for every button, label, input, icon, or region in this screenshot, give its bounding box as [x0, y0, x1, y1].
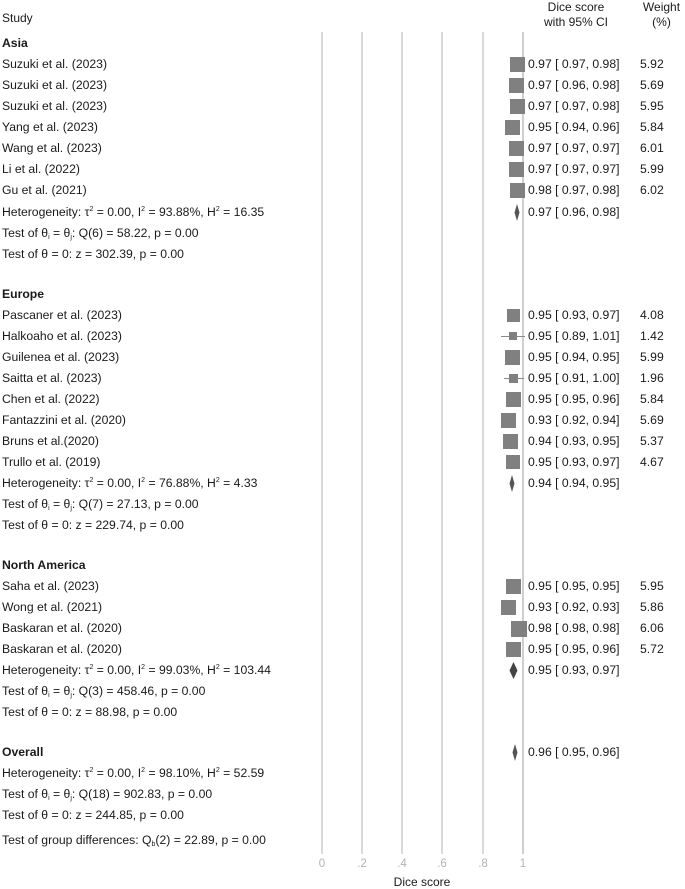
- study-label: Gu et al. (2021): [2, 183, 87, 197]
- study-weight: 5.84: [640, 120, 664, 134]
- study-row: [0, 96, 685, 117]
- study-row: [0, 75, 685, 96]
- pooled-estimate: 0.97 [ 0.96, 0.98]: [528, 205, 620, 219]
- overall-heterogeneity-row: [0, 763, 685, 784]
- overall-estimate: 0.96 [ 0.95, 0.96]: [528, 745, 620, 759]
- x-tick-0: 0: [318, 858, 326, 870]
- study-label: Suzuki et al. (2023): [2, 99, 108, 113]
- effect-square-marker: [507, 309, 520, 322]
- study-row: [0, 431, 685, 452]
- heterogeneity-row: [0, 202, 685, 223]
- study-label: Suzuki et al. (2023): [2, 57, 108, 71]
- x-tick-0.4: .4: [397, 858, 407, 870]
- effect-estimate: 0.97 [ 0.96, 0.98]: [528, 78, 620, 92]
- study-row: [0, 347, 685, 368]
- effect-square-marker: [505, 120, 520, 135]
- effect-estimate: 0.97 [ 0.97, 0.98]: [528, 99, 620, 113]
- study-label: Trullo et al. (2019): [2, 455, 101, 469]
- test-z-row: [0, 515, 685, 536]
- pooled-estimate: 0.95 [ 0.93, 0.97]: [528, 663, 620, 677]
- study-row: [0, 138, 685, 159]
- group-differences-row: [0, 830, 685, 851]
- study-label: Wang et al. (2023): [2, 141, 102, 155]
- study-label: Pascaner et al. (2023): [2, 308, 122, 322]
- overall-diamond-marker: [512, 744, 518, 761]
- study-weight: 5.84: [640, 392, 664, 406]
- effect-square-marker: [503, 434, 518, 449]
- study-weight: 6.06: [640, 621, 664, 635]
- study-weight: 5.95: [640, 579, 664, 593]
- heterogeneity-row: [0, 660, 685, 681]
- test-z-text: Test of θ = 0: z = 88.98, p = 0.00: [2, 705, 178, 719]
- overall-test-z-row: [0, 805, 685, 826]
- effect-square-marker: [510, 57, 525, 72]
- pooled-estimate: 0.94 [ 0.94, 0.95]: [528, 476, 620, 490]
- test-z-text: Test of θ = 0: z = 302.39, p = 0.00: [2, 247, 184, 261]
- test-z-row: [0, 244, 685, 265]
- pooled-diamond-marker: [514, 204, 520, 221]
- effect-square-marker: [510, 183, 525, 198]
- effect-estimate: 0.95 [ 0.93, 0.97]: [528, 308, 620, 322]
- overall-label: Overall: [2, 745, 44, 759]
- study-label: Bruns et al.(2020): [2, 434, 99, 448]
- study-label: Saha et al. (2023): [2, 579, 99, 593]
- effect-estimate: 0.95 [ 0.91, 1.00]: [528, 371, 620, 385]
- study-row: [0, 639, 685, 660]
- test-z-text: Test of θ = 0: z = 244.85, p = 0.00: [2, 808, 184, 822]
- effect-estimate: 0.94 [ 0.93, 0.95]: [528, 434, 620, 448]
- effect-estimate: 0.95 [ 0.93, 0.97]: [528, 455, 620, 469]
- group-label: Asia: [2, 36, 28, 50]
- study-row: [0, 597, 685, 618]
- effect-estimate: 0.93 [ 0.92, 0.93]: [528, 600, 620, 614]
- study-weight: 5.69: [640, 413, 664, 427]
- study-row: [0, 180, 685, 201]
- study-row: [0, 410, 685, 431]
- heterogeneity-text: Heterogeneity: $\tau^2 = 0.00$, $I^2 = 76.88\%$, $H^2 = 4.33$: [2, 476, 258, 490]
- study-weight: 5.72: [640, 642, 664, 656]
- study-label: Chen et al. (2022): [2, 392, 100, 406]
- effect-estimate: 0.98 [ 0.98, 0.98]: [528, 621, 620, 635]
- study-label: Yang et al. (2023): [2, 120, 98, 134]
- study-weight: 5.86: [640, 600, 664, 614]
- x-axis-label: Dice score: [393, 875, 451, 889]
- effect-square-marker: [506, 392, 521, 407]
- study-label: Suzuki et al. (2023): [2, 78, 108, 92]
- study-weight: 4.67: [640, 455, 664, 469]
- test-q-text: Test of $\theta_i = \theta_j$: Q(7) = 27.13, p = 0.00: [2, 497, 199, 512]
- effect-square-marker: [509, 374, 518, 383]
- effect-estimate: 0.97 [ 0.97, 0.97]: [528, 141, 620, 155]
- heterogeneity-row: [0, 473, 685, 494]
- dice-header-line2: with 95% CI: [543, 15, 609, 29]
- effect-square-marker: [501, 413, 516, 428]
- effect-square-marker: [506, 642, 521, 657]
- study-weight: 5.92: [640, 57, 664, 71]
- effect-square-marker: [506, 579, 521, 594]
- effect-square-marker: [501, 600, 516, 615]
- study-label: Saitta et al. (2023): [2, 371, 102, 385]
- dice-column-header: [518, 0, 634, 30]
- study-row: [0, 389, 685, 410]
- study-row: [0, 452, 685, 473]
- weight-column-header: [638, 0, 685, 30]
- x-tick-0.6: .6: [437, 858, 447, 870]
- overall-row: [0, 742, 685, 763]
- group-header-asia: [0, 33, 685, 54]
- test-q-text: Test of $\theta_i = \theta_j$: Q(6) = 58.22, p = 0.00: [2, 226, 199, 241]
- test-q-text: Test of $\theta_i = \theta_j$: Q(3) = 458.46, p = 0.00: [2, 684, 206, 699]
- study-row: [0, 326, 685, 347]
- study-row: [0, 54, 685, 75]
- effect-estimate: 0.95 [ 0.89, 1.01]: [528, 329, 620, 343]
- group-header-north-america: [0, 555, 685, 576]
- test-q-text: Test of $\theta_i = \theta_j$: Q(18) = 902.83, p = 0.00: [2, 787, 213, 802]
- overall-test-q-row: [0, 784, 685, 805]
- test-q-row: [0, 223, 685, 244]
- effect-estimate: 0.98 [ 0.97, 0.98]: [528, 183, 620, 197]
- study-row: [0, 159, 685, 180]
- study-row: [0, 368, 685, 389]
- study-weight: 4.08: [640, 308, 664, 322]
- effect-square-marker: [511, 621, 527, 637]
- heterogeneity-text: Heterogeneity: $\tau^2 = 0.00$, $I^2 = 93.88\%$, $H^2 = 16.35$: [2, 205, 265, 219]
- study-label: Halkoaho et al. (2023): [2, 329, 122, 343]
- group-differences-text: Test of group differences: $Q_b(2) = 22.89$, p = 0.00: [2, 833, 266, 848]
- test-z-text: Test of θ = 0: z = 229.74, p = 0.00: [2, 518, 184, 532]
- effect-estimate: 0.95 [ 0.94, 0.96]: [528, 120, 620, 134]
- effect-estimate: 0.95 [ 0.95, 0.96]: [528, 392, 620, 406]
- pooled-diamond-marker: [509, 662, 518, 679]
- group-header-europe: [0, 284, 685, 305]
- x-tick-0.8: .8: [478, 858, 488, 870]
- study-label: Li et al. (2022): [2, 162, 80, 176]
- effect-estimate: 0.95 [ 0.94, 0.95]: [528, 350, 620, 364]
- study-label: Fantazzini et al. (2020): [2, 413, 126, 427]
- effect-estimate: 0.97 [ 0.97, 0.98]: [528, 57, 620, 71]
- study-row: [0, 576, 685, 597]
- effect-square-marker: [509, 78, 524, 93]
- group-label: North America: [2, 558, 86, 572]
- effect-estimate: 0.95 [ 0.95, 0.95]: [528, 579, 620, 593]
- study-weight: 5.37: [640, 434, 664, 448]
- effect-square-marker: [509, 332, 517, 340]
- effect-estimate: 0.95 [ 0.95, 0.96]: [528, 642, 620, 656]
- x-tick-0.2: .2: [357, 858, 367, 870]
- effect-estimate: 0.97 [ 0.97, 0.97]: [528, 162, 620, 176]
- study-column-header: Study: [2, 11, 33, 25]
- study-label: Baskaran et al. (2020): [2, 621, 122, 635]
- study-weight: 1.42: [640, 329, 664, 343]
- study-label: Wong et al. (2021): [2, 600, 103, 614]
- heterogeneity-text: Heterogeneity: $\tau^2 = 0.00$, $I^2 = 98.10\%$, $H^2 = 52.59$: [2, 766, 265, 780]
- study-weight: 5.69: [640, 78, 664, 92]
- weight-header-line1: Weight: [642, 0, 681, 14]
- effect-square-marker: [510, 99, 525, 114]
- study-weight: 6.01: [640, 141, 664, 155]
- study-weight: 1.96: [640, 371, 664, 385]
- effect-square-marker: [506, 455, 520, 469]
- test-q-row: [0, 681, 685, 702]
- pooled-diamond-marker: [509, 475, 515, 492]
- group-label: Europe: [2, 287, 44, 301]
- weight-header-line2: (%): [652, 15, 671, 29]
- effect-square-marker: [509, 141, 524, 156]
- x-tick-1: 1: [519, 858, 527, 870]
- study-row: [0, 117, 685, 138]
- study-label: Baskaran et al. (2020): [2, 642, 122, 656]
- heterogeneity-text: Heterogeneity: $\tau^2 = 0.00$, $I^2 = 99.03\%$, $H^2 = 103.44$: [2, 663, 271, 677]
- effect-square-marker: [505, 350, 520, 365]
- study-weight: 5.99: [640, 350, 664, 364]
- study-weight: 5.95: [640, 99, 664, 113]
- test-q-row: [0, 494, 685, 515]
- study-row: [0, 618, 685, 639]
- study-row: [0, 305, 685, 326]
- study-weight: 5.99: [640, 162, 664, 176]
- dice-header-line1: Dice score: [547, 0, 605, 14]
- study-label: Guilenea et al. (2023): [2, 350, 120, 364]
- study-weight: 6.02: [640, 183, 664, 197]
- effect-estimate: 0.93 [ 0.92, 0.94]: [528, 413, 620, 427]
- test-z-row: [0, 702, 685, 723]
- effect-square-marker: [509, 162, 524, 177]
